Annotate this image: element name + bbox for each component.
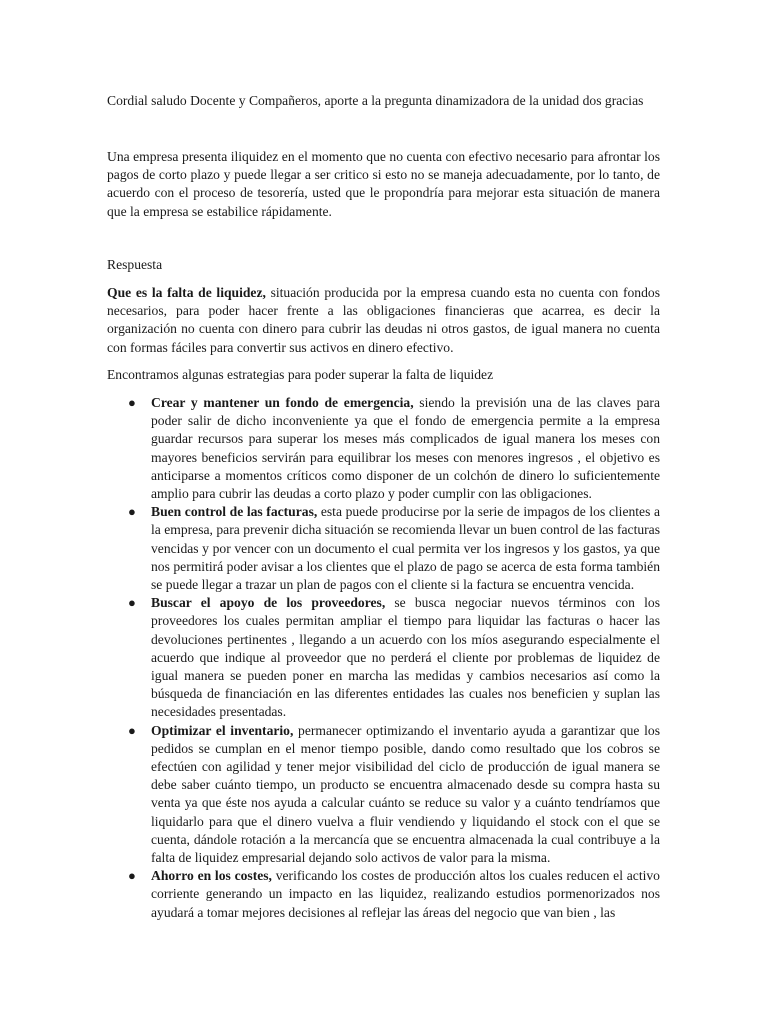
strategy-title: Buen control de las facturas,: [151, 504, 318, 520]
strategy-title: Crear y mantener un fondo de emergencia,: [151, 395, 414, 410]
bullet-icon: ●: [128, 395, 136, 410]
strategy-title: Buscar el apoyo de los proveedores,: [151, 595, 386, 611]
definition-paragraph: [107, 284, 660, 357]
strategy-text: siendo la previsión una de las claves para poder salir de dicho inconveniente ya que el fondo de emergencia permite a la empresa guardar recursos para superar los meses más complicados de igual manera los meses con mayores beneficios servirán para equilibrar los meses con menores ingresos , el objetivo es anticiparse a momentos críticos como disponer de un colchón de dinero lo suficientemente amplio para cubrir las deudas a corto plazo y poder cumplir con las obligaciones.: [151, 395, 660, 502]
definition-term: Que es la falta de liquidez,: [107, 285, 266, 300]
strategy-title: Ahorro en los costes,: [151, 868, 272, 884]
strategy-text: esta puede producirse por la serie de impagos de los clientes a la empresa, para prevenir dicha situación se recomienda llevar un buen control de las facturas vencidas y por vencer con un documento el cual permita ver los ingresos y los gastos, ya que nos permitirá poder avisar a los clientes que el plazo de pago se acerca de esta forma también se puede llegar a trazar un plan de pagos con el cliente si la factura se encuentra vencida.: [151, 504, 660, 593]
greeting-paragraph: Cordial saludo Docente y Compañeros, aporte a la pregunta dinamizadora de la unidad dos gracias: [107, 93, 644, 108]
strategies-list: [128, 394, 660, 922]
strategy-text: permanecer optimizando el inventario ayuda a garantizar que los pedidos se cumplan en el menor tiempo posible, dando como resultado que los cobros se efectúen con agilidad y tener mejor visibilidad del ciclo de producción de igual manera se debe saber cuánto tiempo, un producto se encuentra almacenado desde su compra hasta su venta ya que éste nos ayuda a calcular cuánto se reduce su valor y a cuánto tendríamos que liquidarlo para que el dinero vuelva a fluir vendiendo y liquidando el stock con el que se cuenta, dándole rotación a la mercancía que se encuentra almacenada la cual contribuye a la falta de liquidez empresarial dejando solo activos de valor para la misma.: [151, 722, 660, 866]
strategy-text: se busca negociar nuevos términos con los proveedores los cuales permitan ampliar el tiempo para liquidar las facturas o hacer las devoluciones pertinentes , llegando a un acuerdo con los míos asegurando especialmente el acuerdo que indique al proveedor que no perderá el cliente por problemas de liquidez de igual manera se pueden poner en marcha las medidas y cambios necesarios así como la búsqueda de financiación en las diferentes entidades las cuales nos beneficien y suplan las necesidades presentadas.: [151, 595, 660, 720]
list-item: [128, 722, 660, 868]
bullet-icon: ●: [128, 722, 136, 738]
answer-heading: Respuesta: [107, 257, 163, 272]
list-item: [128, 394, 660, 503]
definition-text: situación producida por la empresa cuando esta no cuenta con fondos necesarios, para poder hacer frente a las obligaciones financieras que acarrea, es decir la organización no cuenta con dinero para cubrir las deudas ni otros gastos, de igual manera no cuenta con formas fáciles para convertir sus activos en dinero efectivo.: [107, 285, 660, 355]
bullet-icon: ●: [128, 868, 136, 884]
question-paragraph: Una empresa presenta iliquidez en el momento que no cuenta con efectivo necesario para afrontar los pagos de corto plazo y puede llegar a ser critico si esto no se maneja adecuadamente, por lo tanto, de acuerdo con el proceso de tesorería, usted que le propondría para mejorar esta situación de manera que la empresa se estabilice rápidamente.: [107, 149, 660, 219]
bullet-icon: ●: [128, 504, 136, 520]
bullet-icon: ●: [128, 595, 136, 611]
strategies-intro: Encontramos algunas estrategias para poder superar la falta de liquidez: [107, 367, 494, 382]
list-item: [128, 867, 660, 922]
list-item: [128, 503, 660, 594]
strategy-title: Optimizar el inventario,: [151, 722, 294, 738]
list-item: [128, 594, 660, 721]
strategy-text: verificando los costes de producción altos los cuales reducen el activo corriente generando un impacto en las liquidez, realizando estudios pormenorizados nos ayudará a tomar mejores decisiones al reflejar las áreas del negocio que van bien , las: [151, 868, 660, 920]
